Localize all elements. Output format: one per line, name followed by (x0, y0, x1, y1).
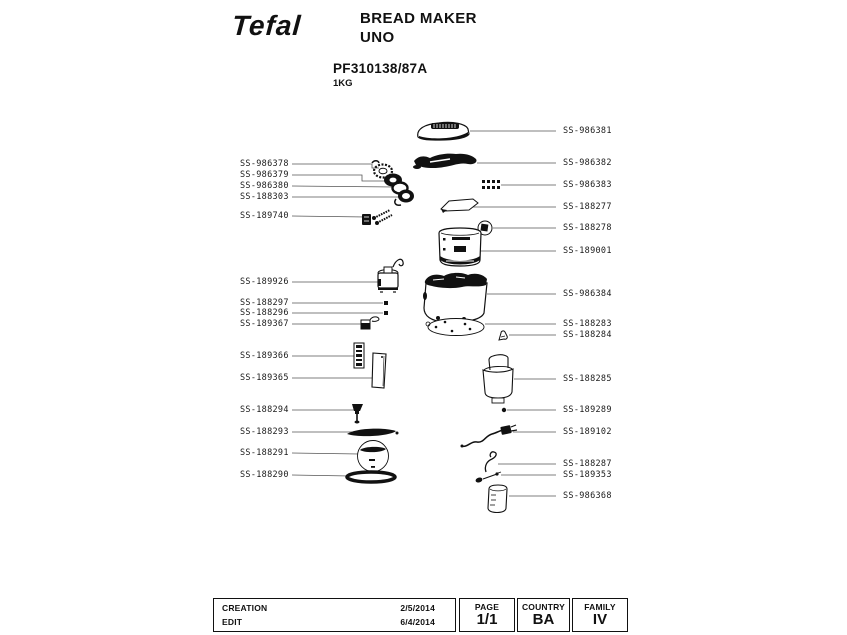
part-label-ss-188294: SS-188294 (240, 405, 289, 415)
part-motor-drawing (378, 259, 403, 292)
part-label-ss-188293: SS-188293 (240, 427, 289, 437)
creation-date: 2/5/2014 (400, 603, 435, 613)
capacity-label: 1KG (333, 78, 353, 89)
part-label-ss-986383: SS-986383 (563, 180, 612, 190)
part-label-ss-188284: SS-188284 (563, 330, 612, 340)
leader-ss-986379 (292, 175, 386, 181)
leader-ss-986380 (292, 186, 395, 187)
part-label-ss-986379: SS-986379 (240, 170, 289, 180)
footer-page-cell (459, 598, 515, 632)
part-housing-drawing (423, 273, 487, 322)
family-value: IV (592, 611, 608, 628)
part-label-ss-189365: SS-189365 (240, 373, 289, 383)
part-measuring-cup-drawing (488, 485, 507, 513)
part-label-ss-188278: SS-188278 (563, 223, 612, 233)
edit-row (222, 615, 447, 629)
part-label-ss-189366: SS-189366 (240, 351, 289, 361)
part-label-ss-188277: SS-188277 (563, 202, 612, 212)
part-screw-a-drawing (384, 301, 388, 305)
page-value: 1/1 (476, 611, 498, 628)
part-label-ss-986381: SS-986381 (563, 126, 612, 136)
page-label: PAGE (474, 602, 500, 612)
part-label-ss-188290: SS-188290 (240, 470, 289, 480)
part-screw-set-drawing (482, 180, 500, 189)
part-clip-drawing (499, 331, 507, 340)
part-seal-blade-drawing (347, 429, 399, 437)
part-hinge-drawing (413, 154, 477, 169)
part-switch-drawing (361, 317, 379, 329)
creation-row (222, 601, 447, 615)
part-label-ss-986382: SS-986382 (563, 158, 612, 168)
part-bread-pan-drawing (483, 355, 513, 403)
part-label-ss-188297: SS-188297 (240, 298, 289, 308)
part-label-ss-986380: SS-986380 (240, 181, 289, 191)
part-label-ss-189353: SS-189353 (563, 470, 612, 480)
part-label-ss-189289: SS-189289 (563, 405, 612, 415)
leader-ss-986378 (292, 164, 379, 168)
part-label-ss-188287: SS-188287 (563, 459, 612, 469)
leader-ss-188291 (292, 453, 359, 454)
part-spoon-drawing (475, 472, 501, 483)
tefal-logo: Tefal (230, 10, 303, 41)
part-lid-drawing (418, 122, 469, 140)
part-label-ss-189926: SS-189926 (240, 277, 289, 287)
leader-ss-188290 (292, 475, 350, 476)
edit-label: EDIT (222, 617, 243, 627)
part-valve-drawing (352, 404, 363, 424)
part-hook-drawing (485, 452, 496, 472)
page-title: BREAD MAKER (360, 10, 477, 27)
creation-label: CREATION (222, 603, 268, 613)
country-value: BA (532, 611, 555, 628)
footer-country-cell (517, 598, 570, 632)
part-bearing-cluster-drawing (372, 161, 414, 205)
part-base-plate-drawing (426, 319, 484, 336)
country-label: COUNTRY (521, 602, 566, 612)
part-label-ss-188303: SS-188303 (240, 192, 289, 202)
part-power-cord-drawing (461, 425, 518, 448)
part-inner-pot-drawing (439, 228, 481, 266)
part-belt-drawing (347, 472, 395, 482)
part-screw-drawing (502, 408, 506, 412)
page-subtitle: UNO (360, 29, 395, 46)
part-window-drawing (441, 199, 478, 213)
part-label-ss-189367: SS-189367 (240, 319, 289, 329)
part-label-ss-189740: SS-189740 (240, 211, 289, 221)
part-label-ss-986384: SS-986384 (563, 289, 612, 299)
leader-lines (292, 131, 556, 496)
part-pcb-drawing (354, 343, 364, 368)
part-label-ss-188291: SS-188291 (240, 448, 289, 458)
part-label-ss-189001: SS-189001 (563, 246, 612, 256)
footer-revision-cell (213, 598, 456, 632)
leader-ss-189740 (292, 216, 366, 217)
part-screw-b-drawing (384, 311, 388, 315)
part-label-ss-188283: SS-188283 (563, 319, 612, 329)
part-drive-plate-drawing (358, 441, 389, 472)
edit-date: 6/4/2014 (400, 617, 435, 627)
family-label: FAMILY (584, 602, 616, 612)
part-label-ss-188296: SS-188296 (240, 308, 289, 318)
part-panel-drawing (372, 353, 386, 388)
part-label-ss-986378: SS-986378 (240, 159, 289, 169)
part-label-ss-189102: SS-189102 (563, 427, 612, 437)
part-label-ss-188285: SS-188285 (563, 374, 612, 384)
part-coupling-drawing (362, 210, 392, 225)
model-number: PF310138/87A (333, 61, 428, 76)
footer-family-cell (572, 598, 628, 632)
part-label-ss-986368: SS-986368 (563, 491, 612, 501)
